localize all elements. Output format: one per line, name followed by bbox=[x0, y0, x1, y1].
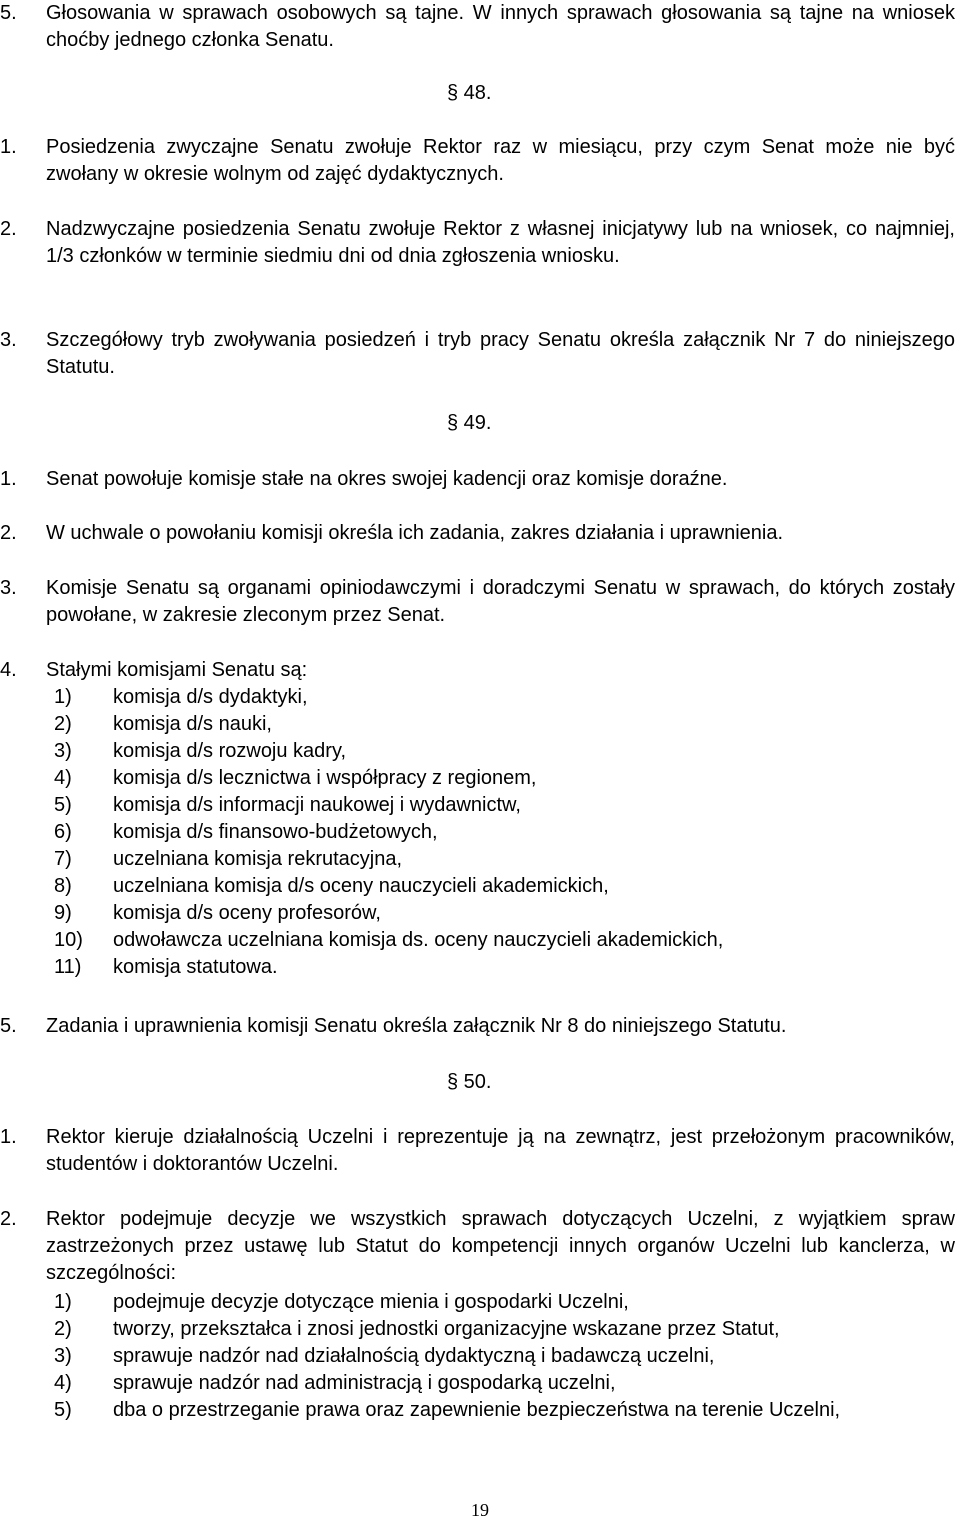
list-item-number: 11) bbox=[54, 956, 82, 978]
list-item-number: 7) bbox=[54, 848, 72, 870]
list-item-number: 8) bbox=[54, 875, 72, 897]
paragraph-number: 2. bbox=[0, 1208, 17, 1230]
s49-paragraph-5 bbox=[0, 1013, 955, 1040]
list-item bbox=[0, 1343, 955, 1370]
list-item bbox=[0, 1397, 955, 1424]
list-item-number: 6) bbox=[54, 821, 72, 843]
paragraph-number: 5. bbox=[0, 2, 17, 24]
paragraph-number: 4. bbox=[0, 659, 17, 681]
list-item-number: 10) bbox=[54, 929, 83, 951]
list-item bbox=[0, 900, 955, 927]
s50-paragraph-1 bbox=[0, 1124, 955, 1178]
paragraph-number: 5. bbox=[0, 1015, 17, 1037]
paragraph-5-top bbox=[0, 0, 955, 54]
list-item bbox=[0, 927, 955, 954]
list-item-number: 1) bbox=[54, 686, 72, 708]
paragraph-text: Zadania i uprawnienia komisji Senatu określa załącznik Nr 8 do niniejszego Statutu. bbox=[46, 1015, 787, 1037]
list-item bbox=[0, 1289, 955, 1316]
list-item-text: komisja d/s oceny profesorów, bbox=[113, 902, 381, 924]
paragraph-number: 3. bbox=[0, 577, 17, 599]
list-item-text: uczelniana komisja rekrutacyjna, bbox=[113, 848, 403, 870]
list-item-text: komisja d/s lecznictwa i współpracy z regionem, bbox=[113, 767, 537, 789]
s50-paragraph-2 bbox=[0, 1206, 955, 1287]
list-item bbox=[0, 1370, 955, 1397]
paragraph-number: 1. bbox=[0, 136, 17, 158]
paragraph-number: 1. bbox=[0, 1126, 17, 1148]
list-item bbox=[0, 954, 955, 981]
paragraph-text: Rektor podejmuje decyzje we wszystkich sprawach dotyczących Uczelni, z wyjątkiem spraw zastrzeżonych przez ustawę lub Statut do kompetencji innych organów Uczelni lub kanclerza, w szczególności: bbox=[46, 1208, 955, 1284]
list-item-text: sprawuje nadzór nad działalnością dydaktyczną i badawczą uczelni, bbox=[113, 1345, 715, 1367]
paragraph-text: Komisje Senatu są organami opiniodawczymi i doradczymi Senatu w sprawach, do których zostały powołane, w zakresie zleconym przez Senat. bbox=[46, 577, 955, 626]
list-item bbox=[0, 738, 955, 765]
paragraph-text: Głosowania w sprawach osobowych są tajne. W innych sprawach głosowania są tajne na wniosek choćby jednego członka Senatu. bbox=[46, 2, 955, 51]
list-item-text: dba o przestrzeganie prawa oraz zapewnienie bezpieczeństwa na terenie Uczelni, bbox=[113, 1399, 841, 1421]
list-item-number: 3) bbox=[54, 1345, 72, 1367]
list-item bbox=[0, 711, 955, 738]
list-item-number: 4) bbox=[54, 767, 72, 789]
list-item-text: komisja statutowa. bbox=[113, 956, 278, 978]
s49-paragraph-2 bbox=[0, 520, 955, 547]
list-item-text: komisja d/s informacji naukowej i wydawnictw, bbox=[113, 794, 521, 816]
paragraph-text: Nadzwyczajne posiedzenia Senatu zwołuje Rektor z własnej inicjatywy lub na wniosek, co najmniej, 1/3 członków w terminie siedmiu dni od dnia zgłoszenia wniosku. bbox=[46, 218, 955, 267]
page-number: 19 bbox=[471, 1500, 489, 1520]
list-item-number: 4) bbox=[54, 1372, 72, 1394]
s48-paragraph-1 bbox=[0, 134, 955, 188]
list-item bbox=[0, 684, 955, 711]
paragraph-text: Senat powołuje komisje stałe na okres swojej kadencji oraz komisje doraźne. bbox=[46, 468, 728, 490]
paragraph-text: Szczegółowy tryb zwoływania posiedzeń i tryb pracy Senatu określa załącznik Nr 7 do niniejszego Statutu. bbox=[46, 329, 955, 378]
list-item-number: 5) bbox=[54, 794, 72, 816]
list-item-text: komisja d/s nauki, bbox=[113, 713, 272, 735]
list-item-number: 3) bbox=[54, 740, 72, 762]
paragraph-number: 2. bbox=[0, 218, 17, 240]
list-item bbox=[0, 873, 955, 900]
s48-paragraph-3 bbox=[0, 327, 955, 381]
list-item-text: sprawuje nadzór nad administracją i gospodarką uczelni, bbox=[113, 1372, 616, 1394]
paragraph-text: Rektor kieruje działalnością Uczelni i reprezentuje ją na zewnątrz, jest przełożonym pracowników, studentów i doktorantów Uczelni. bbox=[46, 1126, 955, 1175]
list-item-text: odwoławcza uczelniana komisja ds. oceny nauczycieli akademickich, bbox=[113, 929, 724, 951]
s49-paragraph-4 bbox=[0, 657, 955, 684]
s49-paragraph-3 bbox=[0, 575, 955, 629]
list-item-text: tworzy, przekształca i znosi jednostki organizacyjne wskazane przez Statut, bbox=[113, 1318, 780, 1340]
list-item-text: podejmuje decyzje dotyczące mienia i gospodarki Uczelni, bbox=[113, 1291, 629, 1313]
list-item bbox=[0, 792, 955, 819]
list-item bbox=[0, 1316, 955, 1343]
list-item-number: 2) bbox=[54, 713, 72, 735]
s49-paragraph-1 bbox=[0, 466, 955, 493]
paragraph-number: 1. bbox=[0, 468, 17, 490]
list-item-text: komisja d/s finansowo-budżetowych, bbox=[113, 821, 438, 843]
list-item-number: 1) bbox=[54, 1291, 72, 1313]
list-item-text: uczelniana komisja d/s oceny nauczycieli akademickich, bbox=[113, 875, 609, 897]
list-item bbox=[0, 765, 955, 792]
list-item-number: 2) bbox=[54, 1318, 72, 1340]
paragraph-number: 2. bbox=[0, 522, 17, 544]
list-item bbox=[0, 819, 955, 846]
section-heading-48: § 48. bbox=[447, 82, 492, 104]
rector-duties-list bbox=[0, 1289, 955, 1424]
section-heading-49: § 49. bbox=[447, 412, 492, 434]
section-heading-50: § 50. bbox=[447, 1071, 492, 1093]
list-item bbox=[0, 846, 955, 873]
list-item-number: 9) bbox=[54, 902, 72, 924]
paragraph-number: 3. bbox=[0, 329, 17, 351]
s48-paragraph-2 bbox=[0, 216, 955, 270]
paragraph-text: Stałymi komisjami Senatu są: bbox=[46, 659, 308, 681]
list-item-text: komisja d/s dydaktyki, bbox=[113, 686, 308, 708]
committee-list bbox=[0, 684, 955, 981]
paragraph-text: Posiedzenia zwyczajne Senatu zwołuje Rektor raz w miesiącu, przy czym Senat może nie być zwołany w okresie wolnym od zajęć dydaktycznych. bbox=[46, 136, 955, 185]
list-item-number: 5) bbox=[54, 1399, 72, 1421]
list-item-text: komisja d/s rozwoju kadry, bbox=[113, 740, 347, 762]
paragraph-text: W uchwale o powołaniu komisji określa ich zadania, zakres działania i uprawnienia. bbox=[46, 522, 784, 544]
